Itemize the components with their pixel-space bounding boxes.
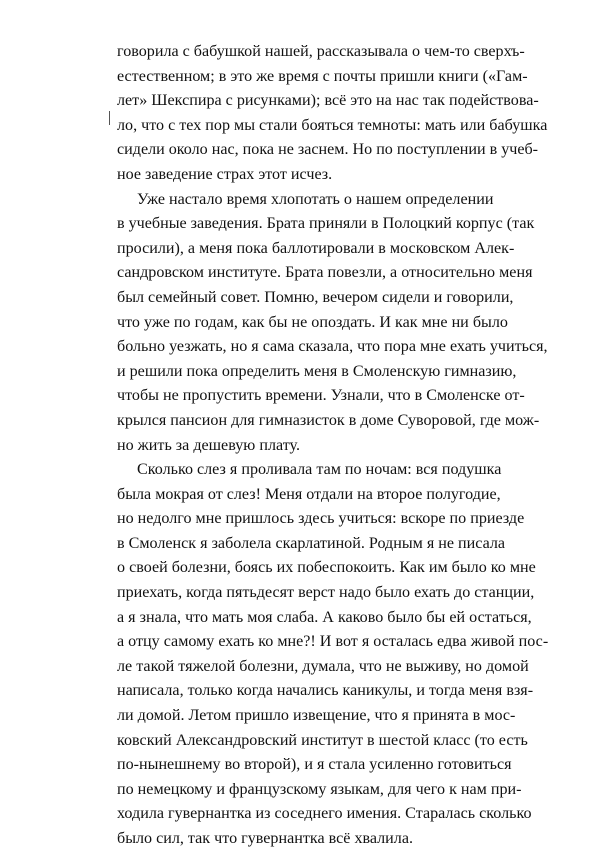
text-line: лет» Шекспира с рисунками); всё это на нас так подействова- — [117, 92, 539, 110]
text-line: сандровском институте. Брата повезли, а относительно меня — [117, 264, 533, 282]
text-line: по немецкому и французскому языкам, для чего к нам при- — [117, 780, 522, 798]
text-line: приехать, когда пятьдесят верст надо было ехать до станции, — [117, 584, 535, 602]
text-line: говорила с бабушкой нашей, рассказывала о чем-то сверхъ- — [117, 43, 525, 60]
text-line: крылся пансион для гимназисток в доме Суворовой, где мож- — [117, 411, 540, 429]
paragraph-1 — [117, 40, 548, 188]
text-line: по-нынешнему во второй), и я стала усиленно готовиться — [117, 756, 512, 774]
text-line: чтобы не пропустить времени. Узнали, что в Смоленске от- — [117, 387, 525, 405]
text-line: больно уезжать, но я сама сказала, что пора мне ехать учиться, — [117, 338, 548, 356]
text-line: и решили пока определить меня в Смоленскую гимназию, — [117, 362, 517, 380]
text-line: сидели около нас, пока не заснем. Но по поступлении в учеб- — [117, 141, 539, 159]
paragraph-2 — [117, 188, 548, 459]
body-text — [117, 40, 549, 852]
margin-mark — [109, 111, 110, 125]
text-line: был семейный совет. Помню, вечером сидели и говорили, — [117, 288, 514, 306]
text-line: что уже по годам, как бы не опоздать. И как мне ни было — [117, 313, 508, 331]
text-line: было сил, так что гувернантка всё хвалила. — [117, 830, 413, 847]
text-line: в Смоленск я заболела скарлатиной. Родным я не писала — [117, 534, 506, 552]
text-line: ле такой тяжелой болезни, думала, что не выживу, но домой — [117, 657, 529, 675]
text-line: а отцу самому ехать ко мне?! И вот я осталась едва живой пос- — [117, 633, 549, 651]
text-line: ходила гувернантка из соседнего имения. Старалась сколько — [117, 805, 532, 823]
text-line: была мокрая от слез! Меня отдали на второе полугодие, — [117, 485, 501, 503]
text-line: но недолго мне пришлось здесь учиться: вскоре по приезде — [117, 510, 525, 528]
text-line: в учебные заведения. Брата приняли в Полоцкий корпус (так — [117, 215, 535, 233]
text-line: о своей болезни, боясь их побеспокоить. Как им было ко мне — [117, 559, 536, 577]
text-line: естественном; в это же время с почты пришли книги («Гам- — [117, 67, 528, 85]
text-line: Уже настало время хлопотать о нашем определении — [137, 190, 494, 208]
text-line: написала, только когда начались каникулы, и тогда меня взя- — [117, 682, 534, 700]
text-line: но жить за дешевую плату. — [117, 436, 300, 454]
text-line: ли домой. Летом пришло извещение, что я принята в мос- — [117, 707, 516, 725]
text-line: ное заведение страх этот исчез. — [117, 165, 333, 183]
text-line: Сколько слез я проливала там по ночам: вся подушка — [137, 461, 502, 479]
text-line: ковский Александровский институт в шестой класс (то есть — [117, 731, 528, 749]
text-line: а я знала, что мать моя слаба. А каково было бы ей остаться, — [117, 608, 532, 626]
paragraph-3 — [117, 458, 549, 852]
text-line: ло, что с тех пор мы стали бояться темноты: мать или бабушка — [117, 116, 548, 134]
text-line: просили), а меня пока баллотировали в московском Алек- — [117, 239, 515, 257]
